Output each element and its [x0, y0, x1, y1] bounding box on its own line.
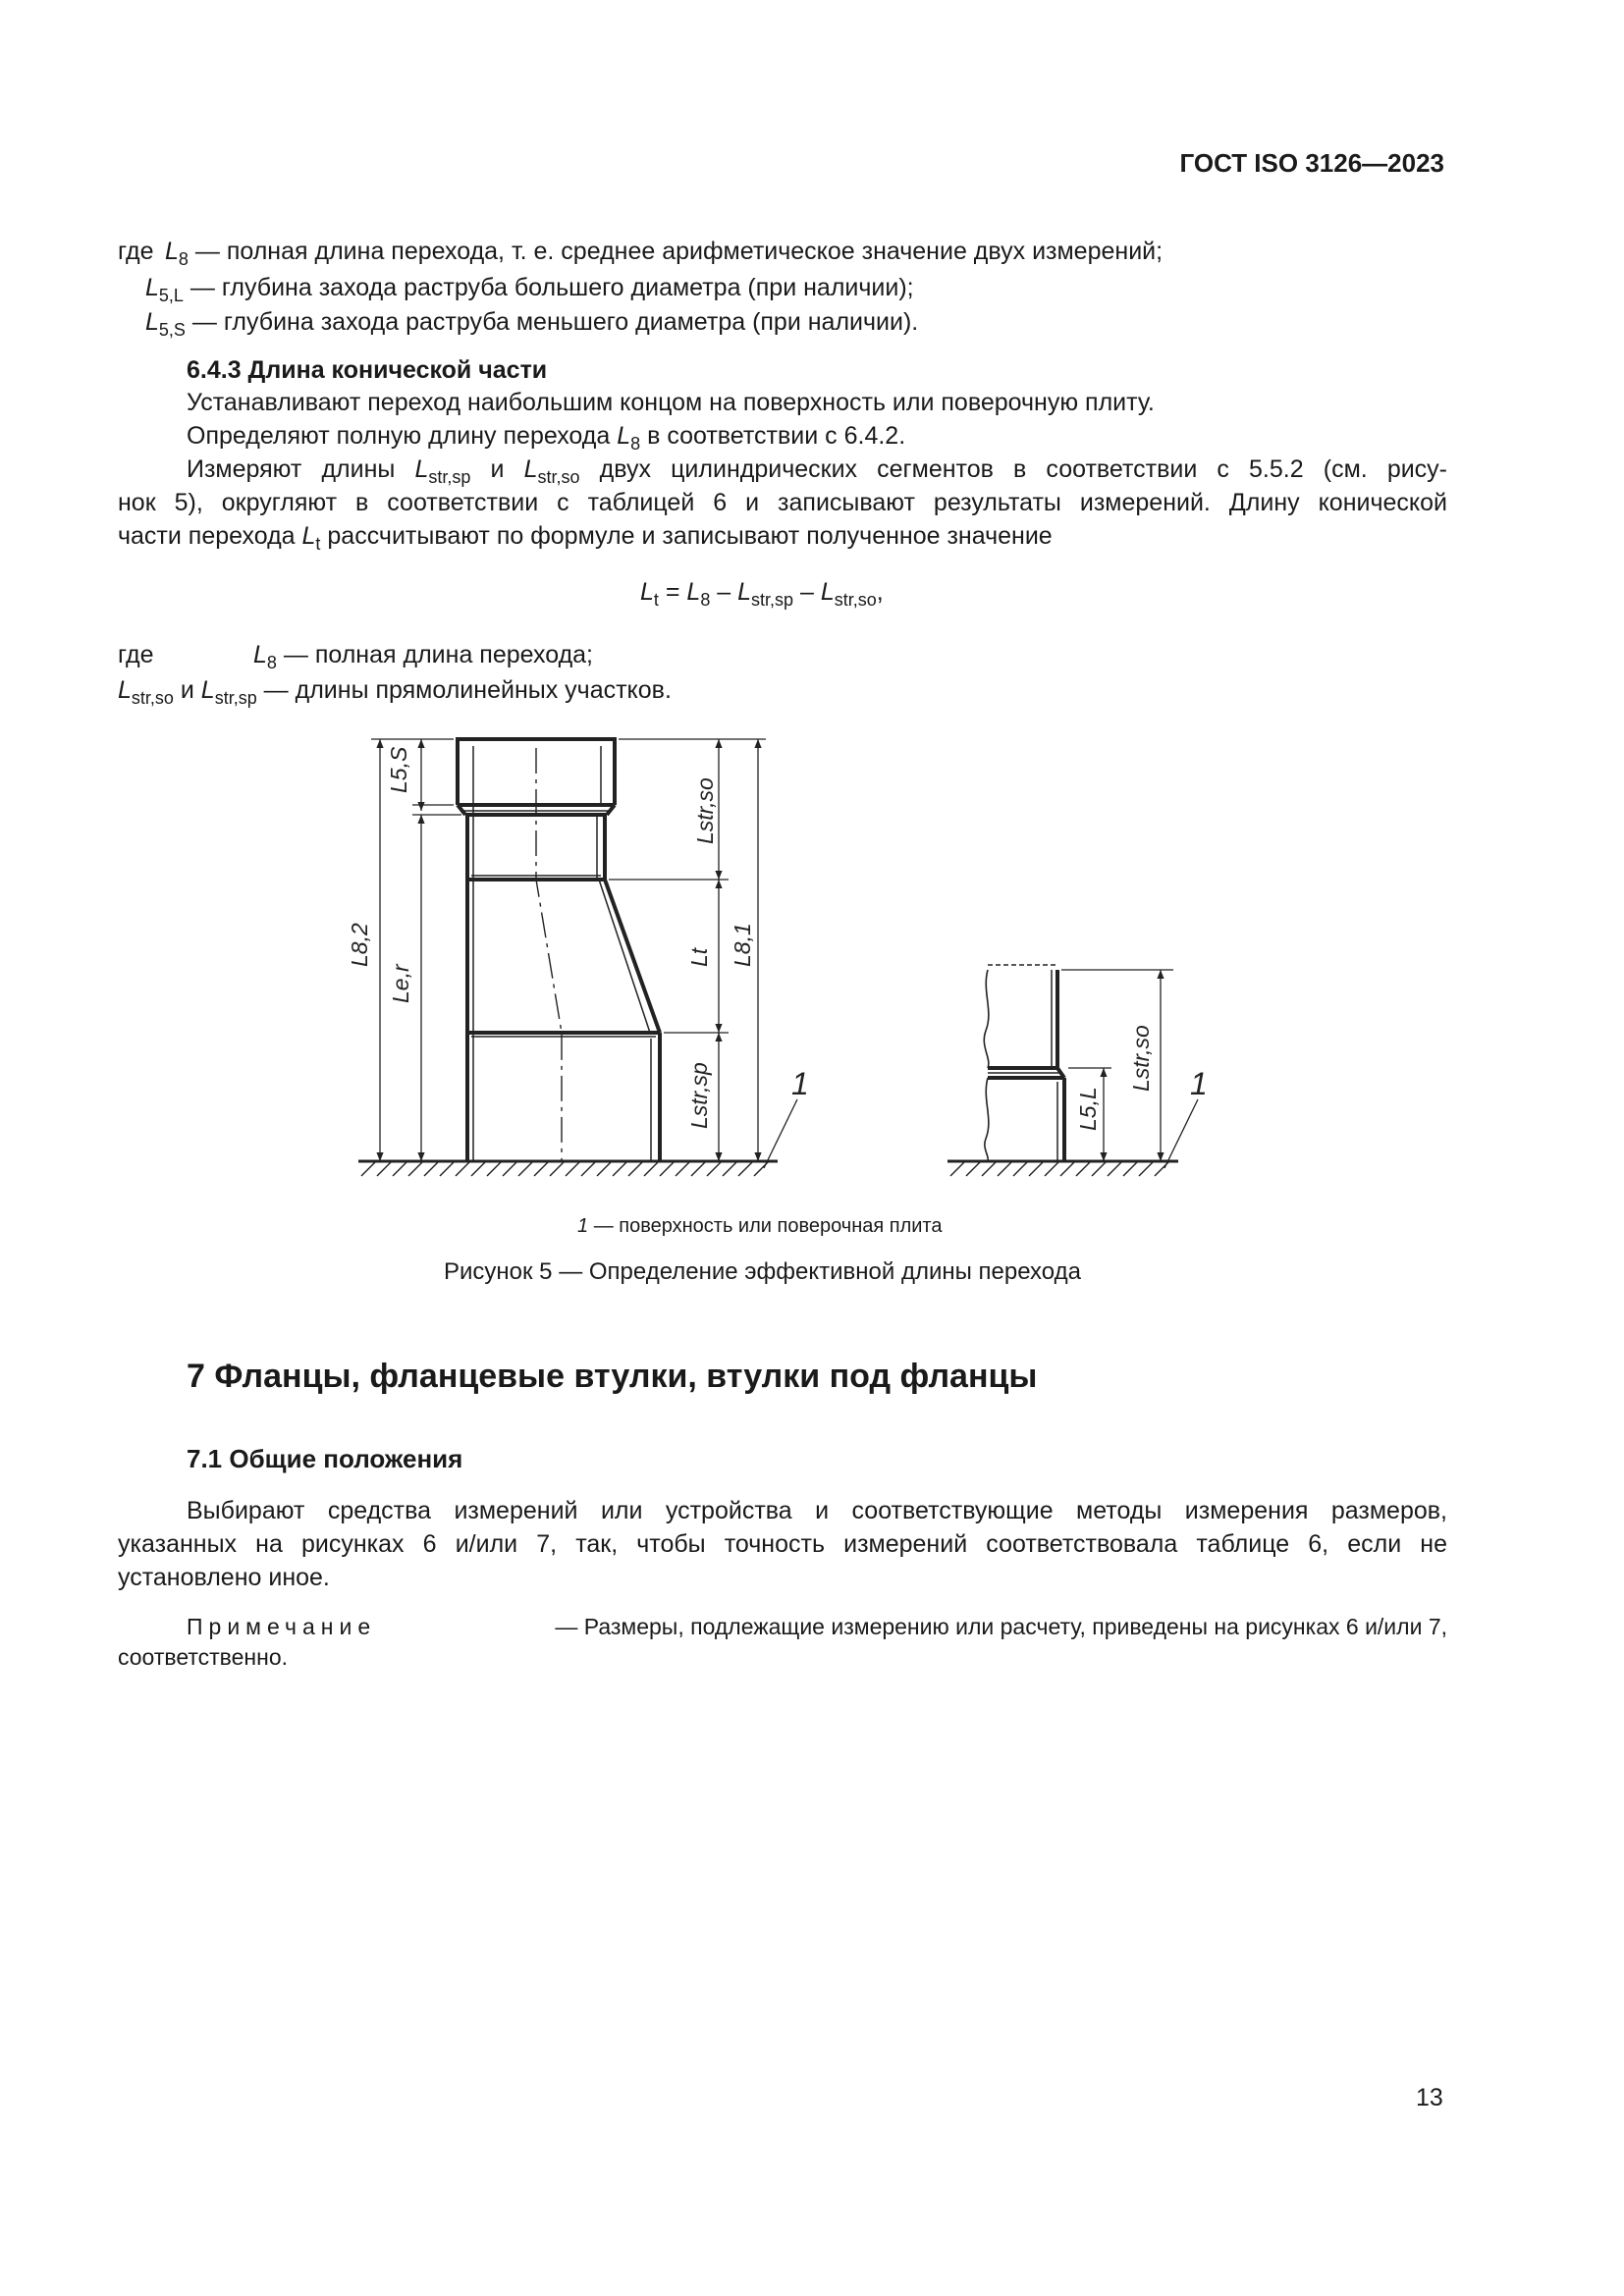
paragraph-text: части перехода: [118, 522, 296, 550]
label-callout-1-left: 1: [791, 1066, 809, 1101]
formula-where: где: [118, 641, 154, 668]
definition-text: — глубина захода раструба меньшего диаметра (при наличии).: [191, 308, 919, 336]
paragraph-3-line-2: нок 5), округляют в соответствии с таблицей 6 и записывают результаты измерений. Длину конической: [118, 489, 1447, 516]
section-71-title: 7.1 Общие положения: [187, 1444, 463, 1473]
operator: –: [710, 578, 738, 606]
subscript: 5,L: [158, 286, 184, 305]
break-line-bottom: [985, 1078, 989, 1161]
label-ler: Le,r: [388, 964, 413, 1003]
reducer-outline: [456, 739, 660, 1161]
subscript: str,sp: [214, 688, 257, 708]
socket-detail-inner: [988, 970, 1060, 1161]
subscript: 8: [266, 653, 277, 672]
figure-caption: Рисунок 5 — Определение эффективной длины перехода: [444, 1258, 1081, 1285]
label-lstrsp: Lstr,sp: [686, 1062, 712, 1129]
subscript: 8: [630, 434, 641, 454]
subscript: 5,S: [158, 320, 186, 340]
section-7-title: 7 Фланцы, фланцевые втулки, втулки под фланцы: [187, 1358, 1038, 1395]
subscript: str,so: [131, 688, 174, 708]
symbol: L: [118, 676, 132, 704]
symbol: L: [640, 578, 654, 606]
subscript: str,sp: [751, 590, 794, 610]
operator: =: [658, 578, 687, 606]
symbol: L: [301, 522, 316, 550]
label-lstrso: Lstr,so: [692, 777, 718, 844]
symbol: L: [200, 676, 215, 704]
reducer-inner-lines: [461, 746, 656, 1161]
paragraph-text: двух цилиндрических сегментов в соответствии с 5.5.2 (см. рису-: [599, 455, 1448, 483]
symbol: L: [414, 455, 429, 483]
operator: ,: [876, 578, 884, 606]
definition-text: — длины прямолинейных участков.: [263, 676, 672, 704]
paragraph-1: Устанавливают переход наибольшим концом на поверхность или поверочную плиту.: [187, 389, 1155, 416]
symbol: L: [523, 455, 538, 483]
note-label: Примечание: [187, 1614, 377, 1639]
label-lt: Lt: [686, 947, 712, 967]
note-line-1: [187, 1611, 1447, 1642]
page-number: 13: [1416, 2084, 1443, 2111]
subscript: t: [315, 534, 321, 554]
subscript: str,sp: [428, 467, 471, 487]
section-title-643: 6.4.3 Длина конической части: [187, 356, 548, 384]
subscript: t: [653, 590, 659, 610]
definition-text: — полная длина перехода, т. е. среднее арифметическое значение двух измерений;: [194, 238, 1164, 265]
symbol: L: [617, 422, 631, 450]
symbol: L: [686, 578, 701, 606]
subscript: str,so: [537, 467, 580, 487]
symbol: L: [737, 578, 752, 606]
subscript: 8: [700, 590, 711, 610]
section-71-para-line-1: Выбирают средства измерений или устройства и соответствующие методы измерения размеров,: [187, 1497, 1447, 1524]
paragraph-text: Измеряют длины: [187, 455, 396, 483]
figure-legend: [577, 1215, 942, 1238]
label-l81: L8,1: [730, 923, 755, 967]
label-l82: L8,2: [347, 923, 372, 967]
legend-text: — поверхность или поверочная плита: [593, 1215, 943, 1237]
section-71-para-line-2: указанных на рисунках 6 и/или 7, так, чтобы точность измерений соответствовала таблице 6, если не: [118, 1530, 1447, 1558]
subscript: 8: [178, 249, 189, 269]
section-71-para-line-3: установлено иное.: [118, 1564, 330, 1591]
note-line-2: соответственно.: [118, 1644, 289, 1670]
legend-number: 1: [577, 1215, 589, 1237]
paragraph-text: и: [180, 676, 194, 704]
label-l5s: L5,S: [386, 746, 411, 793]
label-callout-1-right: 1: [1190, 1066, 1208, 1101]
surface-hatch-left: [361, 1161, 769, 1176]
definition-where: где: [118, 238, 154, 265]
subscript: str,so: [834, 590, 877, 610]
symbol: L: [253, 641, 267, 668]
note-text: — Размеры, подлежащие измерению или расчету, приведены на рисунках 6 и/или 7,: [555, 1614, 1447, 1639]
break-line-top: [984, 970, 989, 1068]
surface-hatch-right: [950, 1161, 1169, 1176]
paragraph-text: рассчитывают по формуле и записывают полученное значение: [327, 522, 1053, 550]
paragraph-text: и: [490, 455, 505, 483]
label-l5l: L5,L: [1075, 1087, 1101, 1131]
label-lstrso-right: Lstr,so: [1128, 1025, 1154, 1092]
document-header: ГОСТ ISO 3126—2023: [1179, 148, 1444, 178]
symbol: L: [145, 274, 159, 301]
symbol: L: [820, 578, 835, 606]
symbol: L: [165, 238, 179, 265]
definition-text: — глубина захода раструба большего диаметра (при наличии);: [189, 274, 914, 301]
paragraph-text: в соответствии с 6.4.2.: [647, 422, 906, 450]
socket-detail-outline: [988, 970, 1064, 1161]
symbol: L: [145, 308, 159, 336]
operator: –: [793, 578, 821, 606]
definition-text: — полная длина перехода;: [283, 641, 593, 668]
centerline: [536, 748, 562, 1161]
paragraph-text: Определяют полную длину перехода: [187, 422, 611, 450]
